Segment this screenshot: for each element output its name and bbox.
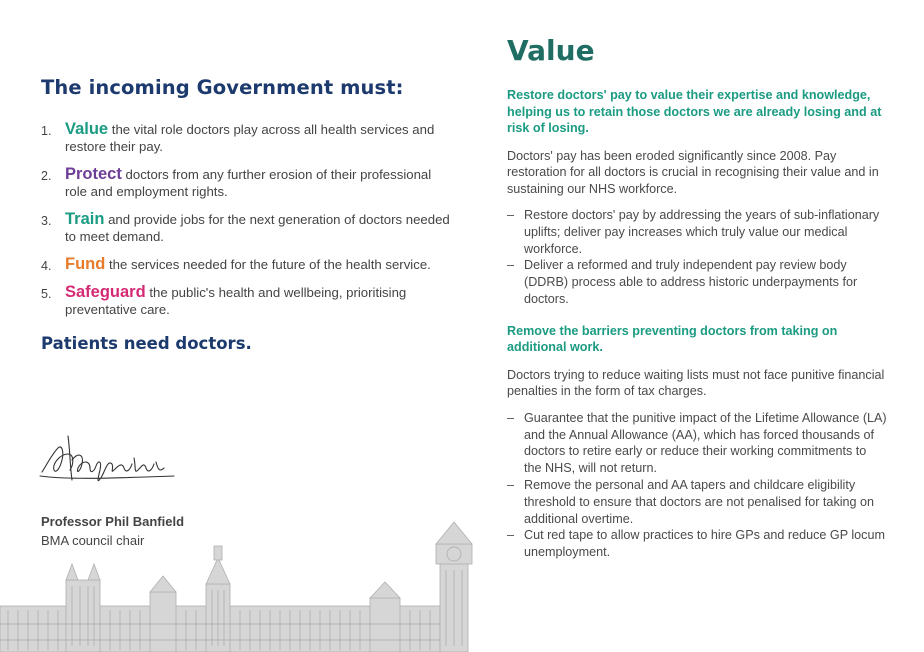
section-heading-barriers: Remove the barriers preventing doctors from taking on additional work. xyxy=(507,323,838,355)
left-heading: The incoming Government must: xyxy=(41,76,404,99)
bullet-item: – Deliver a reformed and truly independent pay review body (DDRB) process able to address historic underpayments for doctors. xyxy=(507,258,858,306)
item-number: 2. xyxy=(41,169,52,183)
dash-bullet-icon: – xyxy=(507,208,515,222)
government-must-section xyxy=(41,76,451,353)
dash-bullet-icon: – xyxy=(507,528,515,543)
item-keyword: Train xyxy=(65,210,105,228)
value-section xyxy=(507,34,887,576)
item-keyword: Value xyxy=(65,120,109,138)
parliament-skyline-icon xyxy=(0,520,520,652)
section-heading-pay: Restore doctors' pay to value their expertise and knowledge, helping us to retain those doctors we are already losing and at risk of losing. xyxy=(507,88,882,135)
bullet-item: – Restore doctors' pay by addressing the years of sub-inflationary uplifts; deliver pay increases which truly value our medical workforce. xyxy=(507,208,880,256)
bullet-item: – Cut red tape to allow practices to hire GPs and reduce GP locum unemployment. xyxy=(507,528,885,560)
must-list xyxy=(41,121,451,318)
must-item xyxy=(41,166,451,200)
page-title: Value xyxy=(507,34,595,67)
handwritten-signature-icon xyxy=(38,430,178,492)
must-item xyxy=(41,256,451,273)
signer-name: Professor Phil Banfield xyxy=(41,514,185,529)
must-item xyxy=(41,121,451,155)
pay-section xyxy=(507,87,887,308)
must-item xyxy=(41,284,451,318)
item-keyword: Protect xyxy=(65,165,122,183)
bullet-item: – Guarantee that the punitive impact of the Lifetime Allowance (LA) and the Annual Allowance (AA), which has forced thousands of doctors to retire early or reduce their working commitments to the NHS, will not return. xyxy=(507,410,887,476)
signer-role: BMA council chair xyxy=(41,533,145,548)
dash-bullet-icon: – xyxy=(507,410,515,425)
item-keyword: Safeguard xyxy=(65,283,146,301)
item-number: 4. xyxy=(41,259,52,273)
item-text: the vital role doctors play across all health services and restore their pay. xyxy=(65,122,435,154)
item-number: 1. xyxy=(41,124,52,138)
item-text: the services needed for the future of the health service. xyxy=(105,257,431,272)
dash-bullet-icon: – xyxy=(507,258,515,273)
item-text: doctors from any further erosion of their professional role and employment rights. xyxy=(65,167,432,199)
section-paragraph-barriers: Doctors trying to reduce waiting lists must not face punitive financial penalties in the form of tax charges. xyxy=(507,367,885,399)
patients-need-doctors: Patients need doctors. xyxy=(41,334,252,353)
item-number: 5. xyxy=(41,287,52,301)
must-item xyxy=(41,211,451,245)
section-paragraph-pay: Doctors' pay has been eroded significantly since 2008. Pay restoration for all doctors is crucial in recognising their value and in sustaining our NHS workforce. xyxy=(507,148,879,196)
dash-bullet-icon: – xyxy=(507,477,515,492)
bullet-list-barriers xyxy=(507,410,887,561)
bullet-item: – Remove the personal and AA tapers and childcare eligibility threshold to ensure that doctors are not penalised for taking on additional overtime. xyxy=(507,477,875,526)
item-text: and provide jobs for the next generation of doctors needed to meet demand. xyxy=(65,212,450,244)
item-keyword: Fund xyxy=(65,255,106,273)
barriers-section xyxy=(507,323,887,561)
item-number: 3. xyxy=(41,214,52,228)
item-text: the public's health and wellbeing, prioritising preventative care. xyxy=(65,285,407,317)
bullet-list-pay xyxy=(507,207,887,308)
